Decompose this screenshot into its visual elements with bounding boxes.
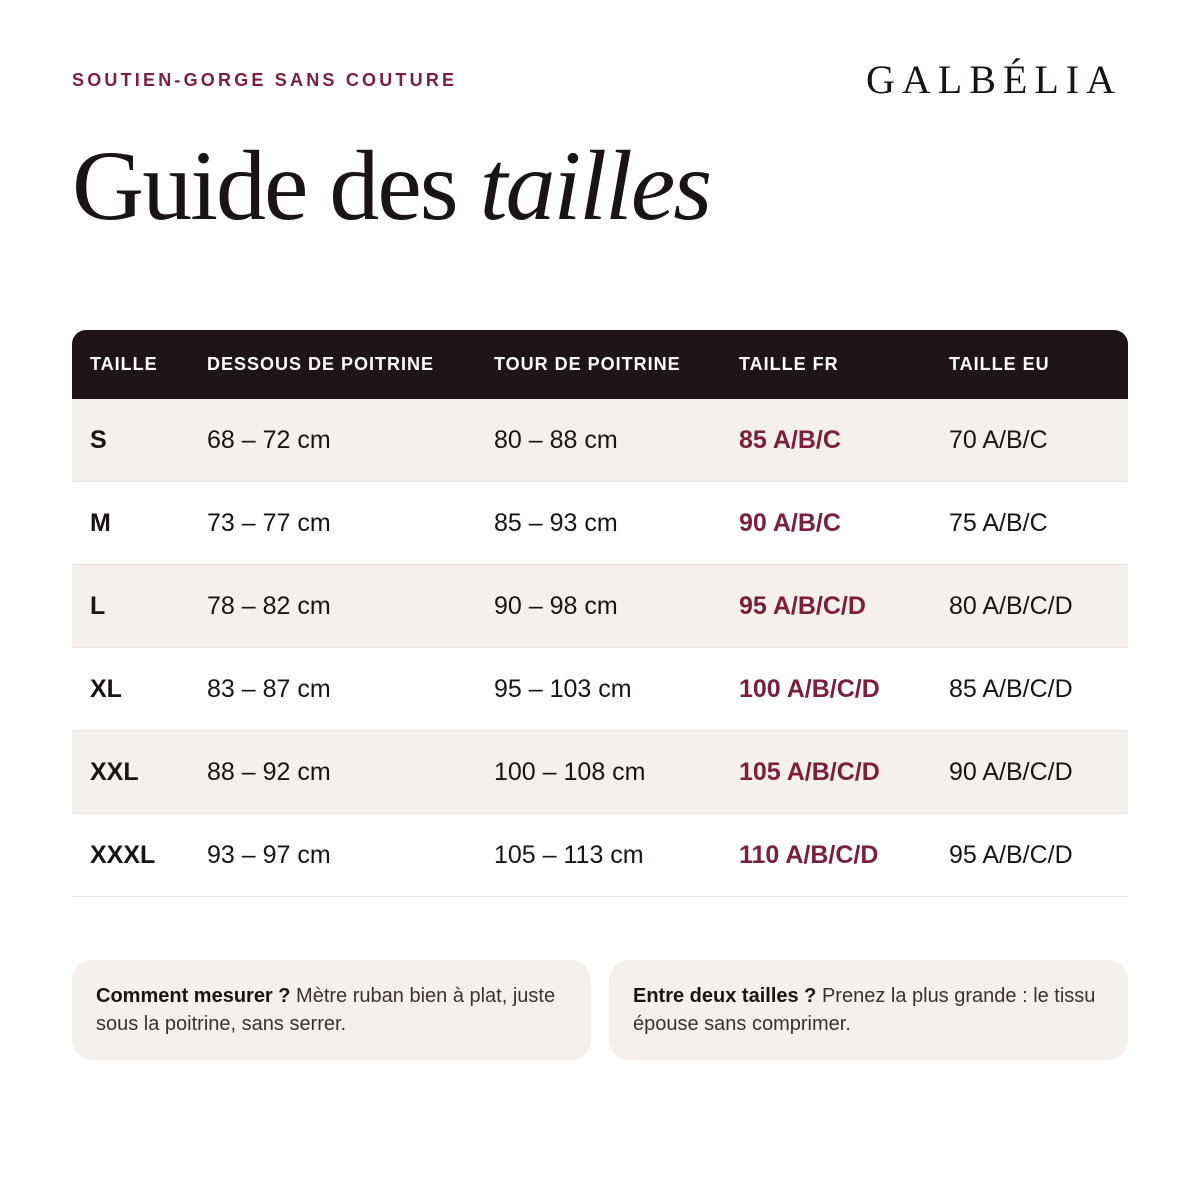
cell-size-fr: 100 A/B/C/D <box>739 674 880 703</box>
cell-size-fr: 105 A/B/C/D <box>739 757 880 786</box>
header-taille-eu: TAILLE EU <box>949 354 1050 374</box>
cell-bust: 100 – 108 cm <box>494 757 646 786</box>
brand-logo: GALBÉLIA <box>866 57 1122 102</box>
cell-size-eu: 85 A/B/C/D <box>949 674 1073 703</box>
header-taille: TAILLE <box>90 354 158 374</box>
table-header <box>72 330 1128 399</box>
cell-underbust: 88 – 92 cm <box>207 757 331 786</box>
page-title-main: Guide des <box>72 130 480 241</box>
cell-bust: 90 – 98 cm <box>494 591 618 620</box>
cell-bust: 95 – 103 cm <box>494 674 632 703</box>
cell-size: XXL <box>90 757 139 786</box>
cell-underbust: 68 – 72 cm <box>207 425 331 454</box>
cell-bust: 85 – 93 cm <box>494 508 618 537</box>
table-row <box>72 731 1128 814</box>
table-body <box>72 399 1128 897</box>
table-row <box>72 648 1128 731</box>
table-row <box>72 482 1128 565</box>
eyebrow-label: SOUTIEN-GORGE SANS COUTURE <box>72 70 458 90</box>
cell-bust: 80 – 88 cm <box>494 425 618 454</box>
table-row <box>72 399 1128 482</box>
measure-tip-title: Comment mesurer ? <box>96 985 291 1007</box>
cell-underbust: 83 – 87 cm <box>207 674 331 703</box>
page-title-italic: tailles <box>479 130 711 241</box>
cell-size: XXXL <box>90 840 156 869</box>
cell-underbust: 93 – 97 cm <box>207 840 331 869</box>
header-taille-fr: TAILLE FR <box>739 354 839 374</box>
cell-size: M <box>90 508 111 537</box>
table-row <box>72 565 1128 648</box>
header-tour: TOUR DE POITRINE <box>494 354 681 374</box>
table-row <box>72 814 1128 897</box>
between-sizes-tip-text: Prenez la plus grande : le tissu épouse sans comprimer. <box>633 985 1096 1035</box>
cell-size-eu: 95 A/B/C/D <box>949 840 1073 869</box>
header-dessous: DESSOUS DE POITRINE <box>207 354 435 374</box>
cell-size-eu: 75 A/B/C <box>949 508 1048 537</box>
between-sizes-tip-card <box>609 960 1128 1060</box>
cell-size-fr: 90 A/B/C <box>739 508 841 537</box>
between-sizes-tip-title: Entre deux tailles ? <box>633 985 817 1007</box>
cell-underbust: 78 – 82 cm <box>207 591 331 620</box>
size-table <box>72 330 1128 897</box>
cell-size-fr: 95 A/B/C/D <box>739 591 866 620</box>
cell-size-fr: 110 A/B/C/D <box>739 840 879 869</box>
cell-size: S <box>90 425 107 454</box>
measure-tip-card <box>72 960 591 1060</box>
cell-size: L <box>90 591 106 620</box>
cell-size-fr: 85 A/B/C <box>739 425 841 454</box>
cell-bust: 105 – 113 cm <box>494 840 644 869</box>
cell-size-eu: 90 A/B/C/D <box>949 757 1073 786</box>
measure-tip-text: Mètre ruban bien à plat, juste sous la poitrine, sans serrer. <box>96 985 556 1035</box>
cell-size-eu: 80 A/B/C/D <box>949 591 1073 620</box>
page-title <box>72 128 710 243</box>
cell-underbust: 73 – 77 cm <box>207 508 331 537</box>
cell-size: XL <box>90 674 122 703</box>
cell-size-eu: 70 A/B/C <box>949 425 1048 454</box>
